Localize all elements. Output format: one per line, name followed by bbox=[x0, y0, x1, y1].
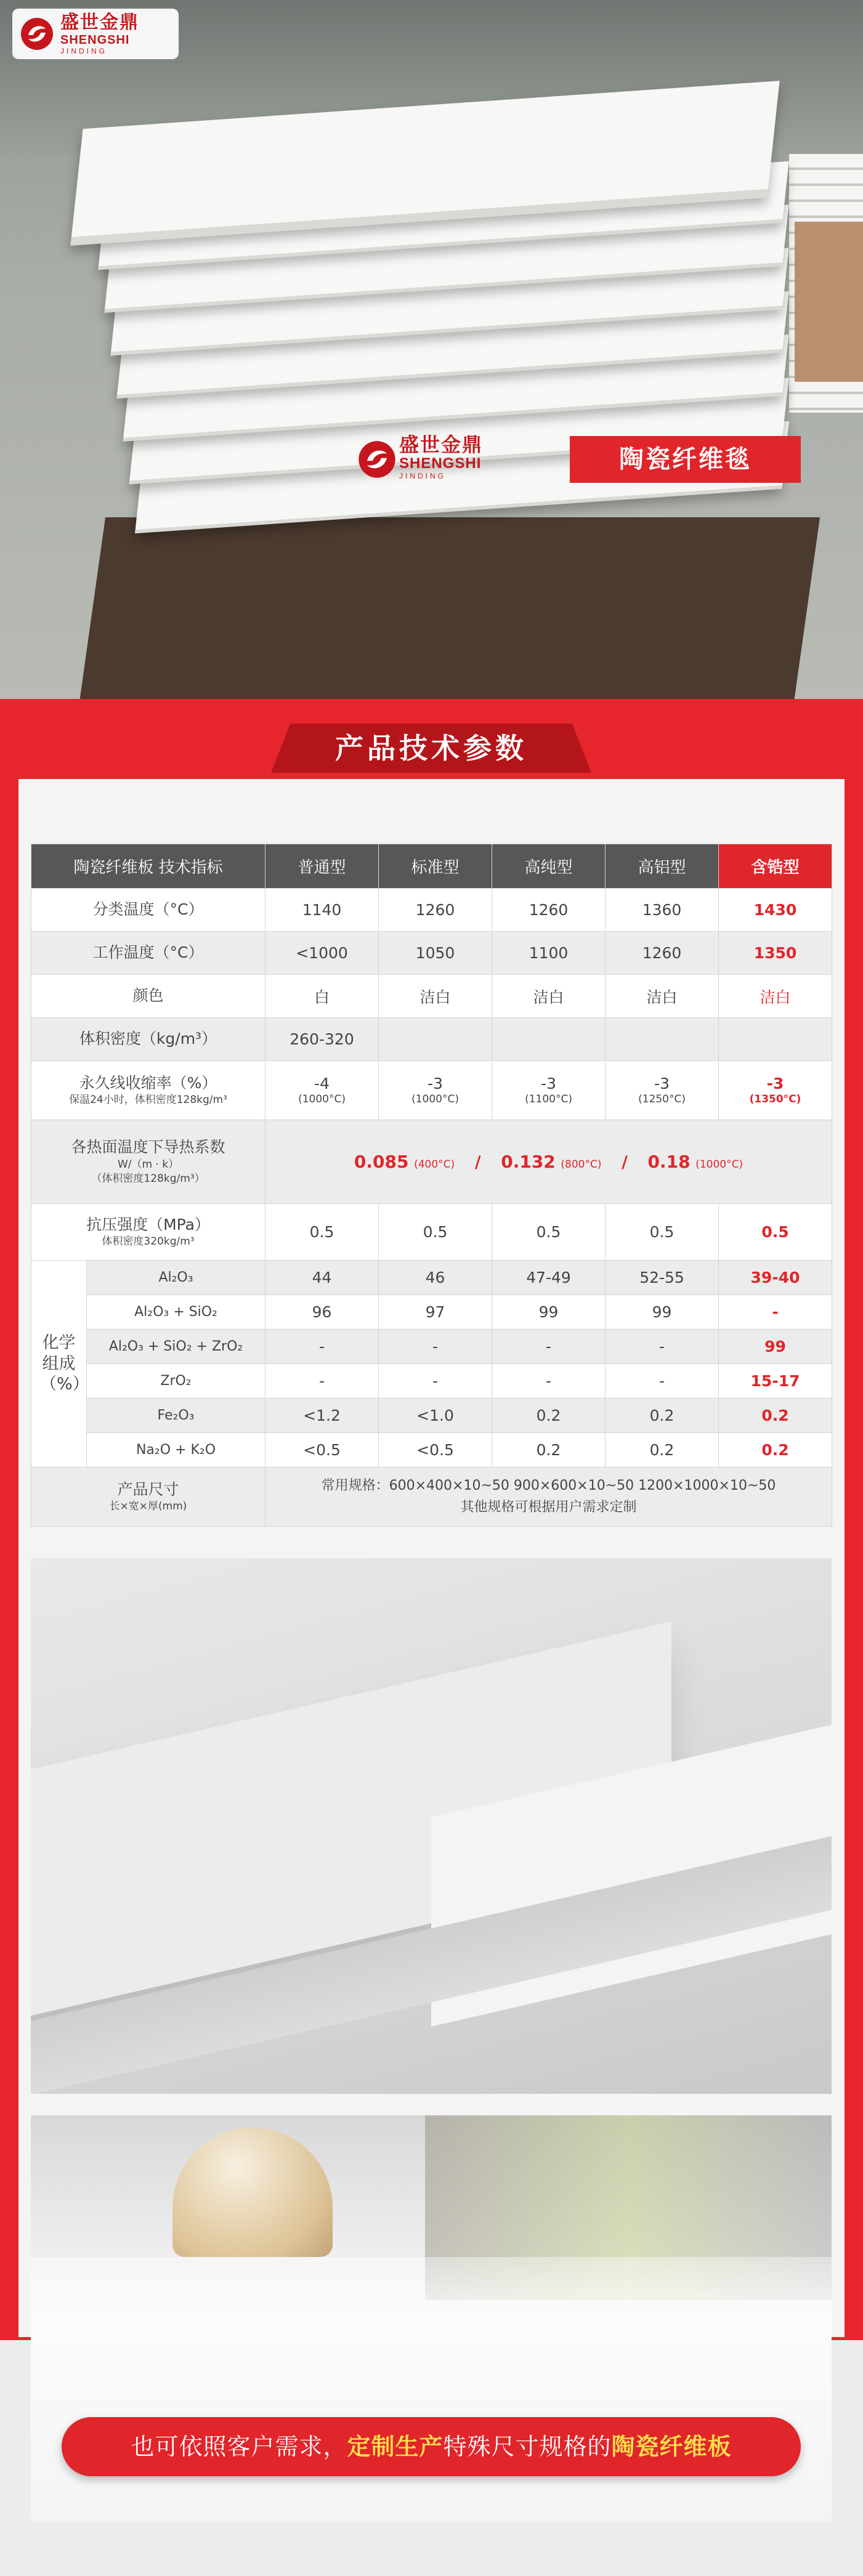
row-label: 分类温度（°C） bbox=[31, 889, 265, 932]
table-row bbox=[31, 1364, 832, 1399]
chem-label: Al₂O₃ bbox=[87, 1261, 265, 1295]
table-cell-highlight: 1430 bbox=[719, 889, 832, 932]
table-cell-highlight: 洁白 bbox=[719, 975, 832, 1018]
table-cell: 0.5 bbox=[379, 1204, 492, 1261]
cell-value: -4 bbox=[314, 1074, 330, 1092]
conductivity-temp: (800°C) bbox=[561, 1158, 602, 1171]
header-cell-highlight: 含锆型 bbox=[719, 844, 832, 889]
table-cell bbox=[719, 1018, 832, 1061]
row-label: 颜色 bbox=[31, 975, 265, 1018]
cta-highlight-1: 定制生产 bbox=[347, 2433, 444, 2460]
cell-value: -3 bbox=[427, 1074, 443, 1092]
table-cell: 260-320 bbox=[265, 1018, 379, 1061]
strength-note: 体积密度320kg/m³ bbox=[102, 1235, 195, 1248]
table-cell: 洁白 bbox=[379, 975, 492, 1018]
separator: / bbox=[622, 1153, 628, 1172]
table-cell: - bbox=[379, 1364, 492, 1399]
header-cell: 高铝型 bbox=[606, 844, 719, 889]
hardhat-icon bbox=[172, 2128, 333, 2257]
header-cell: 高纯型 bbox=[492, 844, 606, 889]
table-cell: 52-55 bbox=[606, 1261, 719, 1295]
conductivity-value: 0.18 bbox=[647, 1152, 691, 1172]
row-label bbox=[31, 1120, 265, 1204]
table-cell: 1100 bbox=[492, 932, 606, 975]
table-cell: - bbox=[606, 1364, 719, 1399]
table-cell-highlight: 0.2 bbox=[719, 1433, 832, 1468]
wooden-pallet bbox=[79, 517, 820, 699]
shrink-label: 永久线收缩率（%） bbox=[79, 1073, 217, 1092]
conductivity-label: 各热面温度下导热系数 bbox=[71, 1138, 225, 1157]
shrink-note: 保温24小时，体积密度128kg/m³ bbox=[69, 1094, 227, 1107]
table-cell-highlight: 15-17 bbox=[719, 1364, 832, 1399]
brand-logo bbox=[12, 9, 179, 59]
table-cell: 0.5 bbox=[606, 1204, 719, 1261]
conductivity-unit: W/（m · k） bbox=[117, 1158, 179, 1171]
header-cell: 陶瓷纤维板 技术指标 bbox=[31, 844, 265, 889]
table-cell: 99 bbox=[492, 1295, 606, 1330]
table-row bbox=[31, 1018, 832, 1061]
table-cell: 0.2 bbox=[606, 1433, 719, 1468]
carton-box bbox=[795, 222, 863, 382]
table-row bbox=[31, 1468, 832, 1527]
table-row bbox=[31, 1120, 832, 1204]
table-row bbox=[31, 1330, 832, 1364]
cell-temp: (1100°C) bbox=[525, 1092, 572, 1105]
table-cell: 46 bbox=[379, 1261, 492, 1295]
table-cell: 47-49 bbox=[492, 1261, 606, 1295]
conductivity-values bbox=[265, 1120, 832, 1204]
table-cell: 1050 bbox=[379, 932, 492, 975]
brand-name-en: SHENGSHI bbox=[60, 33, 130, 47]
table-cell: 1260 bbox=[606, 932, 719, 975]
header-cell: 普通型 bbox=[265, 844, 379, 889]
table-row bbox=[31, 1061, 832, 1120]
product-brand-logo bbox=[357, 431, 530, 483]
size-line-2: 其他规格可根据用户需求定制 bbox=[460, 1499, 637, 1515]
workers-photo bbox=[31, 2115, 832, 2337]
chem-label: ZrO₂ bbox=[87, 1364, 265, 1399]
conductivity-note: （体积密度128kg/m³） bbox=[91, 1172, 205, 1185]
table-cell: <1.0 bbox=[379, 1399, 492, 1433]
table-cell: 0.5 bbox=[265, 1204, 379, 1261]
table-header-row bbox=[31, 844, 832, 889]
hero-photo bbox=[0, 0, 863, 699]
table-cell bbox=[492, 1018, 606, 1061]
table-cell: 0.5 bbox=[492, 1204, 606, 1261]
table-cell: - bbox=[606, 1330, 719, 1364]
table-cell: 99 bbox=[606, 1295, 719, 1330]
spec-table bbox=[31, 844, 832, 1527]
brand-name-cn: 盛世金鼎 bbox=[60, 11, 139, 33]
table-row bbox=[31, 1295, 832, 1330]
size-note: 长×宽×厚(mm) bbox=[109, 1500, 187, 1513]
table-cell: 0.2 bbox=[492, 1399, 606, 1433]
section-title: 产品技术参数 bbox=[335, 732, 527, 765]
table-cell bbox=[379, 1061, 492, 1120]
cell-value: -3 bbox=[541, 1074, 556, 1092]
blueprint-desk bbox=[31, 2257, 832, 2337]
table-cell bbox=[265, 1061, 379, 1120]
table-row bbox=[31, 1204, 832, 1261]
table-cell-highlight: 0.5 bbox=[719, 1204, 832, 1261]
row-label bbox=[31, 1204, 265, 1261]
table-cell bbox=[606, 1018, 719, 1061]
chem-label: Al₂O₃ + SiO₂ + ZrO₂ bbox=[87, 1330, 265, 1364]
chem-label: Al₂O₃ + SiO₂ bbox=[87, 1295, 265, 1330]
size-values bbox=[265, 1468, 832, 1527]
table-row bbox=[31, 1433, 832, 1468]
row-label: 体积密度（kg/m³） bbox=[31, 1018, 265, 1061]
table-cell: 白 bbox=[265, 975, 379, 1018]
table-cell bbox=[379, 1018, 492, 1061]
row-label bbox=[31, 1468, 265, 1527]
product-name-label: 陶瓷纤维毯 bbox=[570, 436, 801, 483]
table-cell: 96 bbox=[265, 1295, 379, 1330]
table-cell: 1360 bbox=[606, 889, 719, 932]
table-cell: - bbox=[265, 1364, 379, 1399]
table-row bbox=[31, 889, 832, 932]
table-cell: - bbox=[379, 1330, 492, 1364]
header-cell: 标准型 bbox=[379, 844, 492, 889]
cta-banner bbox=[62, 2417, 801, 2476]
table-cell: - bbox=[492, 1330, 606, 1364]
cell-temp: (1000°C) bbox=[298, 1092, 346, 1105]
table-cell: 1260 bbox=[379, 889, 492, 932]
table-cell: 1260 bbox=[492, 889, 606, 932]
table-cell: <1.2 bbox=[265, 1399, 379, 1433]
table-cell: 0.2 bbox=[492, 1433, 606, 1468]
table-cell: <1000 bbox=[265, 932, 379, 975]
strength-label: 抗压强度（MPa） bbox=[86, 1215, 210, 1233]
brand-name-en: SHENGSHI bbox=[399, 454, 482, 472]
section-header bbox=[0, 699, 863, 779]
table-cell: 洁白 bbox=[492, 975, 606, 1018]
cell-value: -3 bbox=[766, 1074, 784, 1092]
table-cell: - bbox=[265, 1330, 379, 1364]
chem-label: Fe₂O₃ bbox=[87, 1399, 265, 1433]
conductivity-temp: (1000°C) bbox=[695, 1158, 743, 1171]
chem-group-label: 化学组成（%） bbox=[31, 1261, 87, 1468]
table-cell: <0.5 bbox=[379, 1433, 492, 1468]
cta-highlight-2: 陶瓷纤维板 bbox=[611, 2433, 732, 2460]
cta-text-2: 特殊尺寸规格的 bbox=[443, 2433, 612, 2460]
table-cell-highlight: 39-40 bbox=[719, 1261, 832, 1295]
product-photo bbox=[31, 1558, 832, 2094]
table-cell-highlight bbox=[719, 1061, 832, 1120]
cell-temp: (1250°C) bbox=[638, 1092, 686, 1105]
size-line-1: 常用规格：600×400×10~50 900×600×10~50 1200×1000×10~50 bbox=[321, 1478, 776, 1494]
table-cell bbox=[492, 1061, 606, 1120]
conductivity-value: 0.085 bbox=[354, 1152, 409, 1172]
table-row bbox=[31, 932, 832, 975]
table-cell-highlight: - bbox=[719, 1295, 832, 1330]
brand-mark-icon bbox=[20, 17, 54, 51]
separator: / bbox=[474, 1153, 481, 1172]
table-cell-highlight: 1350 bbox=[719, 932, 832, 975]
table-cell: <0.5 bbox=[265, 1433, 379, 1468]
table-cell: 44 bbox=[265, 1261, 379, 1295]
table-row bbox=[31, 975, 832, 1018]
conductivity-value: 0.132 bbox=[501, 1152, 556, 1172]
row-label bbox=[31, 1061, 265, 1120]
conductivity-temp: (400°C) bbox=[414, 1158, 455, 1171]
table-cell: - bbox=[492, 1364, 606, 1399]
table-row bbox=[31, 1399, 832, 1433]
cell-temp: (1350°C) bbox=[749, 1092, 801, 1105]
chem-label: Na₂O + K₂O bbox=[87, 1433, 265, 1468]
table-cell: 97 bbox=[379, 1295, 492, 1330]
row-label: 工作温度（°C） bbox=[31, 932, 265, 975]
table-cell bbox=[606, 1061, 719, 1120]
cell-value: -3 bbox=[654, 1074, 670, 1092]
table-row bbox=[31, 1261, 832, 1295]
table-cell: 1140 bbox=[265, 889, 379, 932]
table-cell-highlight: 0.2 bbox=[719, 1399, 832, 1433]
brand-name-cn: 盛世金鼎 bbox=[399, 432, 484, 456]
table-cell-highlight: 99 bbox=[719, 1330, 832, 1364]
brand-name-sub: JINDING bbox=[399, 471, 446, 480]
brand-name-sub: JINDING bbox=[60, 46, 107, 55]
size-label: 产品尺寸 bbox=[117, 1480, 179, 1498]
table-cell: 洁白 bbox=[606, 975, 719, 1018]
brand-mark-icon bbox=[357, 440, 392, 474]
table-cell: 0.2 bbox=[606, 1399, 719, 1433]
cell-temp: (1000°C) bbox=[411, 1092, 459, 1105]
cta-text-1: 也可依照客户需求， bbox=[131, 2433, 347, 2460]
